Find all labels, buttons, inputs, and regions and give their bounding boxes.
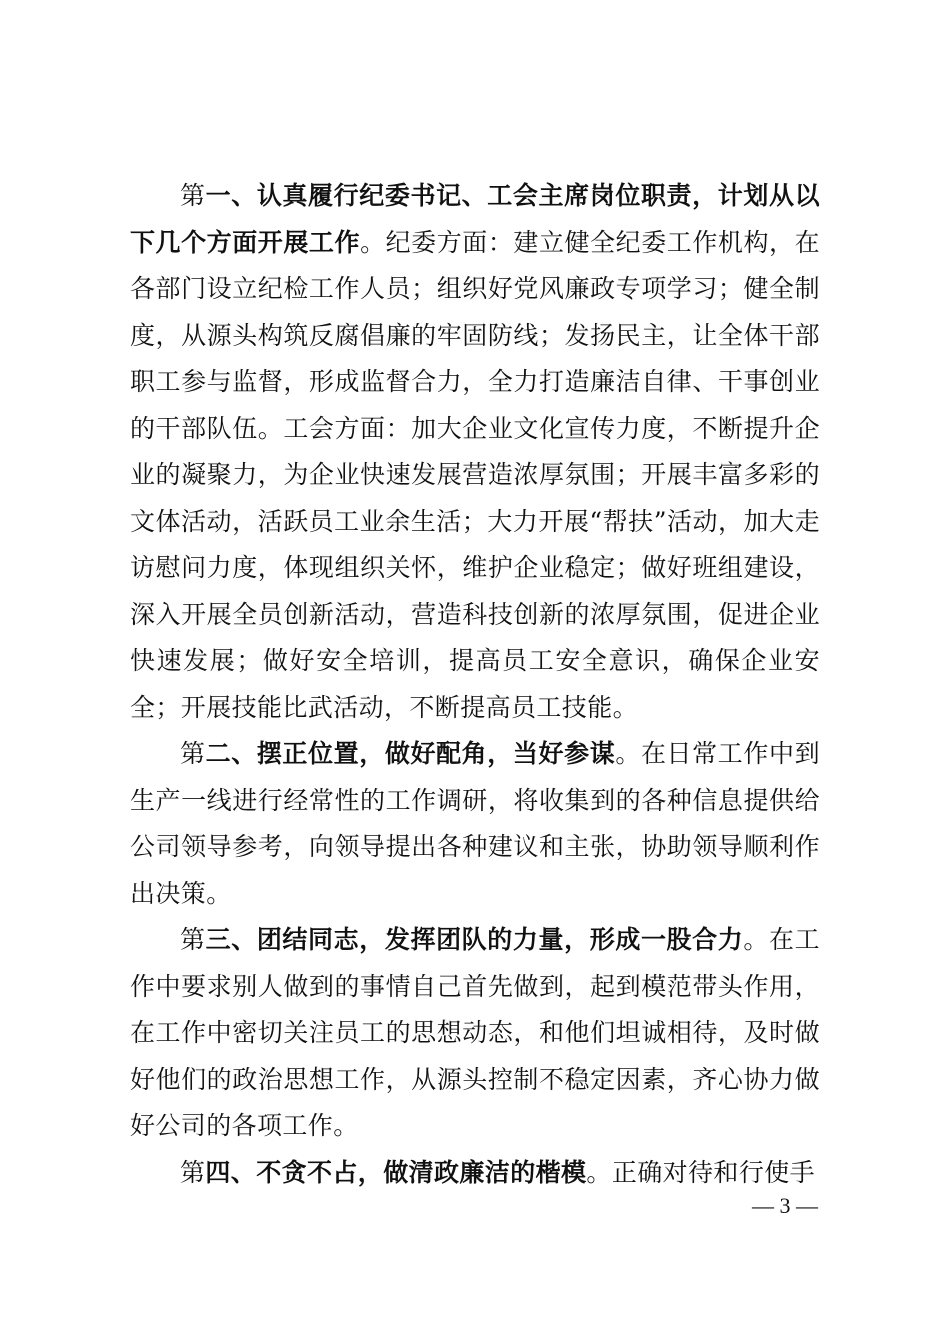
paragraph-lead: 四、不贪不占，做清政廉洁的楷模 xyxy=(205,1157,587,1187)
paragraph-lead: 二、摆正位置，做好配角，当好参谋 xyxy=(205,739,616,768)
paragraph-1 xyxy=(130,173,820,731)
paragraph-body: 。在工作中要求别人做到的事情自己首先做到，起到模范带头作用，在工作中密切关注员工的思想动态，和他们坦诚相待，及时做好他们的政治思想工作，从源头控制不稳定因素，齐心协力做好公司的各项工作。 xyxy=(130,925,820,1140)
paragraph-ordinal: 第 xyxy=(180,1157,206,1187)
page-number: — 3 — xyxy=(752,1193,818,1218)
paragraph-body: 。在日常工作中到生产一线进行经常性的工作调研，将收集到的各种信息提供给公司领导参考，向领导提出各种建议和主张，协助领导顺利作出决策。 xyxy=(130,739,820,908)
paragraph-ordinal: 第 xyxy=(180,181,206,210)
paragraph-3 xyxy=(130,917,820,1150)
paragraph-ordinal: 第 xyxy=(180,925,206,954)
paragraph-body: 。纪委方面：建立健全纪委工作机构，在各部门设立纪检工作人员；组织好党风廉政专项学习；健全制度，从源头构筑反腐倡廉的牢固防线；发扬民主，让全体干部职工参与监督，形成监督合力，全力打造廉洁自律、干事创业的干部队伍。工会方面：加大企业文化宣传力度，不断提升企业的凝聚力，为企业快速发展营造浓厚氛围；开展丰富多彩的文体活动，活跃员工业余生活；大力开展“帮扶”活动，加大走访慰问力度，体现组织关怀，维护企业稳定；做好班组建设，深入开展全员创新活动，营造科技创新的浓厚氛围，促进企业快速发展；做好安全培训，提高员工安全意识，确保企业安全；开展技能比武活动，不断提高员工技能。 xyxy=(130,227,821,722)
paragraph-body: 。正确对待和行使手 xyxy=(586,1157,816,1187)
paragraph-2 xyxy=(130,731,820,917)
paragraph-4 xyxy=(130,1150,820,1197)
paragraph-ordinal: 第 xyxy=(180,739,206,768)
paragraph-lead: 三、团结同志，发挥团队的力量，形成一股合力 xyxy=(205,925,744,954)
paragraph-lead: 一、认真履行纪委书记、工会主席岗位职责，计划从以下几个方面开展工作 xyxy=(130,181,820,257)
document-page xyxy=(130,173,820,1196)
